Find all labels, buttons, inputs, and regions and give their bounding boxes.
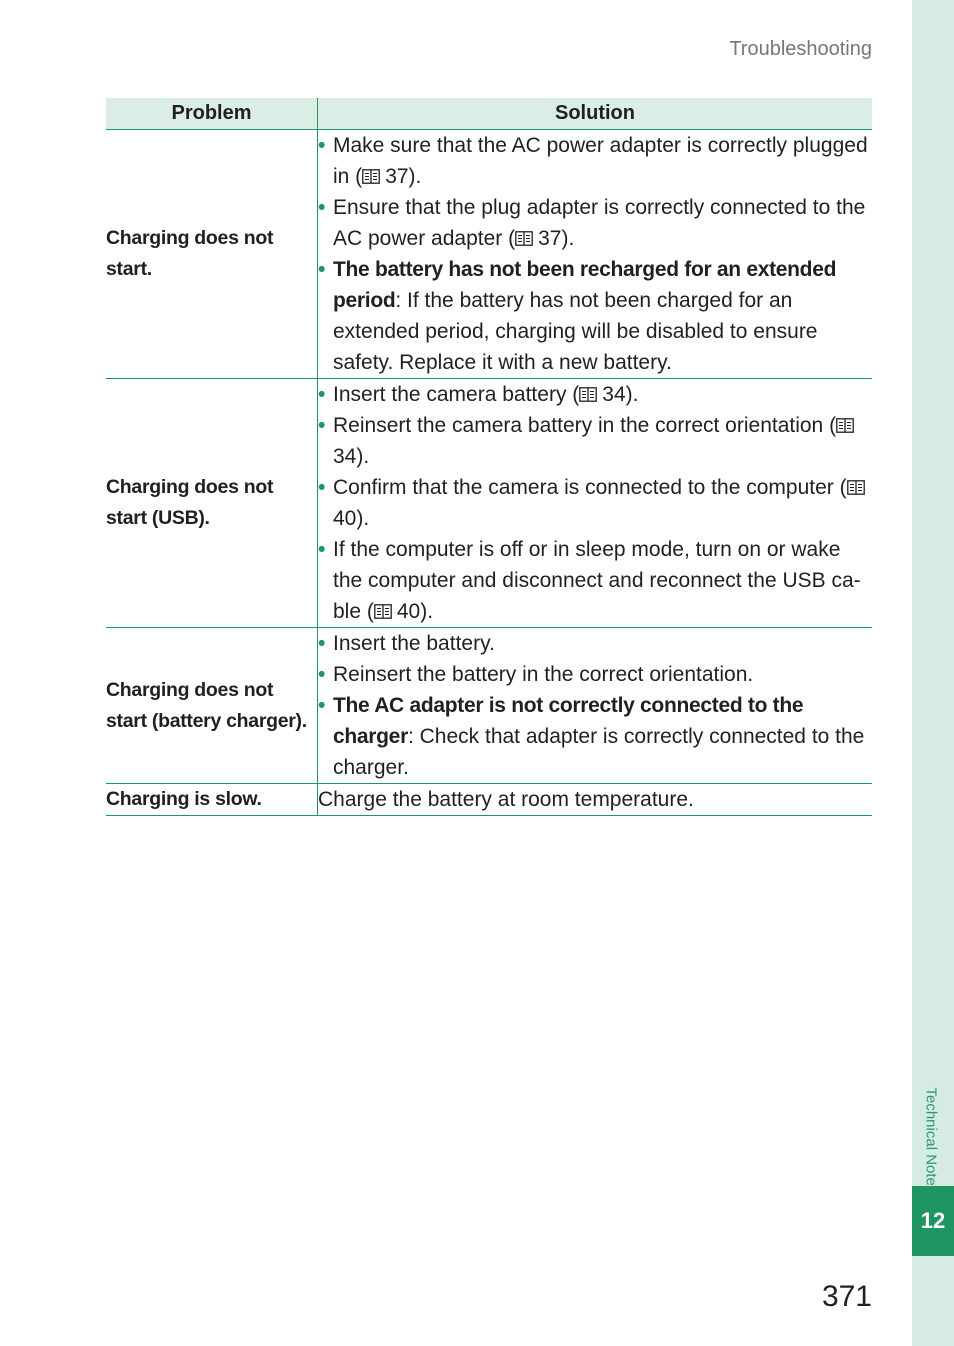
bullet-icon: •	[318, 476, 326, 499]
bullet-icon: •	[318, 414, 326, 437]
solution-item	[318, 690, 872, 783]
solution-cell	[318, 784, 873, 816]
solution-cell	[318, 379, 873, 628]
solution-cell	[318, 628, 873, 784]
solution-text: Insert the camera battery (	[333, 383, 580, 406]
troubleshooting-table	[106, 98, 872, 816]
solution-cell	[318, 130, 873, 379]
bullet-icon: •	[318, 196, 326, 219]
problem-column-header: Problem	[106, 98, 318, 130]
solution-bold-lead: The battery has not been recharged for an extended period	[333, 258, 837, 312]
solution-text: : Check that adapter is correctly connected to the charger.	[333, 725, 865, 779]
problem-cell: Charging does not start.	[106, 130, 318, 379]
solution-item	[318, 254, 872, 378]
page-reference-number[interactable]: 34	[333, 445, 357, 468]
bullet-icon: •	[318, 134, 326, 157]
solution-text: Insert the battery.	[333, 632, 495, 655]
page-reference-book-icon	[847, 480, 865, 495]
solution-text-tail: ).	[561, 227, 575, 250]
solution-item	[318, 659, 872, 690]
problem-cell: Charging does not start (battery charger).	[106, 628, 318, 784]
page-reference-number[interactable]: 34	[602, 383, 626, 406]
bullet-icon: •	[318, 258, 326, 281]
solution-bold-lead: The AC adapter is not correctly connected to the charger	[333, 694, 804, 748]
table-header-row	[106, 98, 872, 130]
solution-item	[318, 130, 872, 192]
solution-text: Confirm that the camera is connected to the computer (	[333, 476, 847, 499]
page-reference-number[interactable]: 37	[538, 227, 562, 250]
table-row	[106, 379, 872, 628]
chapter-number-tab: 12	[912, 1186, 954, 1256]
solution-text: Ensure that the plug adapter is correctly connected to the AC power adapter (	[333, 196, 866, 250]
solution-text-tail: ).	[408, 165, 422, 188]
problem-cell: Charging does not start (USB).	[106, 379, 318, 628]
solution-plain-text: Charge the battery at room temperature.	[318, 788, 694, 811]
page-reference-number[interactable]: 40	[396, 600, 421, 623]
solution-text: Reinsert the camera battery in the correct orientation (	[333, 414, 837, 437]
bullet-icon: •	[318, 632, 326, 655]
page-reference-book-icon	[836, 418, 854, 433]
page-reference-book-icon	[579, 387, 597, 402]
solution-item	[318, 192, 872, 254]
solution-item	[318, 472, 872, 534]
chapter-label	[923, 1088, 940, 1130]
page-reference-book-icon	[515, 231, 533, 246]
table-row	[106, 628, 872, 784]
bullet-icon: •	[318, 383, 326, 406]
bullet-icon: •	[318, 538, 326, 561]
page-reference-number[interactable]: 37	[385, 165, 409, 188]
solution-text: Make sure that the AC power adapter is correctly plugged in (	[333, 134, 868, 188]
table-row	[106, 784, 872, 816]
page-reference-book-icon	[374, 604, 392, 619]
page-reference-book-icon	[362, 169, 380, 184]
solution-list	[318, 130, 872, 378]
solution-list	[318, 379, 872, 627]
solution-item	[318, 534, 872, 627]
section-title: Troubleshooting	[729, 38, 872, 60]
solution-text-tail: ).	[420, 600, 434, 623]
bullet-icon: •	[318, 663, 326, 686]
solution-text-tail: ).	[356, 445, 370, 468]
solution-item	[318, 379, 872, 410]
bullet-icon: •	[318, 694, 326, 717]
solution-text-tail: ).	[625, 383, 639, 406]
solution-item	[318, 628, 872, 659]
solution-column-header: Solution	[318, 98, 873, 130]
table-row	[106, 130, 872, 379]
solution-list	[318, 628, 872, 783]
solution-text-tail: ).	[356, 507, 370, 530]
problem-cell: Charging is slow.	[106, 784, 318, 816]
solution-text: If the computer is off or in sleep mode, turn on or wake the computer and disconnect and reconnect the USB ca-ble (	[333, 538, 861, 623]
page-number: 371	[821, 1280, 872, 1313]
solution-text: Reinsert the battery in the correct orientation.	[333, 663, 754, 686]
page-reference-number[interactable]: 40	[333, 507, 357, 530]
solution-item	[318, 410, 872, 472]
solution-text: : If the battery has not been charged for an extended period, charging will be disabled to ensure safety. Replace it with a new battery.	[333, 289, 818, 374]
